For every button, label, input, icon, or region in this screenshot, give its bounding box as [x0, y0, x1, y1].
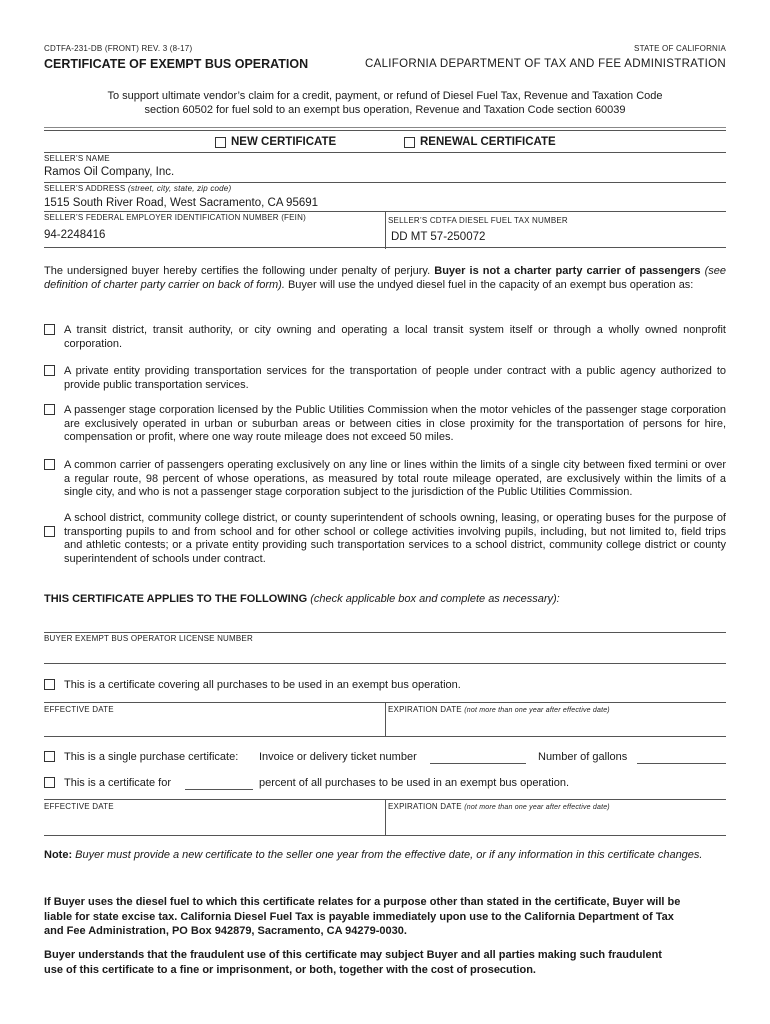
certification-bold: Buyer is not a charter party carrier of passengers	[434, 265, 701, 277]
liability-line-2: liable for state excise tax. California Diesel Fuel Tax is payable immediately upon use to the California Department of Tax	[44, 910, 674, 923]
divider	[44, 152, 726, 153]
all-purchases-checkbox[interactable]	[44, 679, 55, 690]
license-label: BUYER EXEMPT BUS OPERATOR LICENSE NUMBER	[44, 634, 253, 643]
intro-line-1: To support ultimate vendor’s claim for a credit, payment, or refund of Diesel Fuel Tax, Revenue and Taxation Code	[107, 90, 663, 102]
certification-italic: (see definition of charter party carrier on back of form).	[44, 265, 726, 291]
permit-value[interactable]: DD MT 57-250072	[391, 231, 486, 243]
expiration-date-label-text: EXPIRATION DATE	[388, 705, 462, 714]
field-line	[44, 835, 726, 836]
certification-lead: The undersigned buyer hereby certifies the following under penalty of perjury.	[44, 265, 431, 277]
field-line	[44, 182, 726, 183]
expiration-date-hint: (not more than one year after effective date)	[464, 707, 610, 714]
divider	[44, 130, 726, 131]
option-checkbox-passenger-stage[interactable]	[44, 404, 55, 415]
divider	[44, 127, 726, 128]
field-line	[44, 736, 726, 737]
invoice-number-input[interactable]	[430, 763, 526, 764]
state-label: STATE OF CALIFORNIA	[634, 44, 726, 53]
liability-line-1: If Buyer uses the diesel fuel to which this certificate relates for a purpose other than stated in the certificate, Buyer will be	[44, 896, 681, 908]
field-divider	[385, 799, 386, 835]
option-checkbox-common-carrier[interactable]	[44, 459, 55, 470]
option-passenger-stage: A passenger stage corporation licensed by the Public Utilities Commission when the motor vehicles of the passenger stage corporation are exclusively operated in urban or suburban areas or between cities in close proximity for the transportation of persons for hire, compensation or profit, where one way route mileage does not exceed 50 miles.	[64, 404, 726, 443]
liability-line-3: and Fee Administration, PO Box 942879, Sacramento, CA 94279-0030.	[44, 925, 407, 937]
fraud-paragraph	[44, 948, 726, 977]
applies-heading-text: THIS CERTIFICATE APPLIES TO THE FOLLOWING	[44, 593, 308, 605]
invoice-label: Invoice or delivery ticket number	[259, 751, 417, 763]
certification-tail: Buyer will use the undyed diesel fuel in the capacity of an exempt bus operation as:	[287, 279, 694, 291]
seller-address-label-text: SELLER’S ADDRESS	[44, 184, 126, 193]
fein-label: SELLER’S FEDERAL EMPLOYER IDENTIFICATION NUMBER (FEIN)	[44, 213, 306, 222]
effective-date-label-2: EFFECTIVE DATE	[44, 802, 114, 811]
field-line	[44, 663, 726, 664]
expiration-date-label-2	[388, 802, 610, 811]
percent-checkbox[interactable]	[44, 777, 55, 788]
option-school-district: A school district, community college district, or county superintendent of schools owning, leasing, or operating buses for the purpose of transporting pupils to and from school and for other school or college activities involving pupils, including, but not limited to, field trips and athletic contests; or a private entity providing such transportation services to a school district, community college district or county superintendent of schools under contract.	[64, 512, 726, 565]
field-divider	[385, 211, 386, 249]
option-private-entity: A private entity providing transportation services for the transportation of people under contract with a public agency authorized to provide public transportation services.	[64, 365, 726, 391]
permit-label: SELLER’S CDTFA DIESEL FUEL TAX NUMBER	[388, 216, 568, 225]
intro-text	[44, 89, 726, 117]
liability-paragraph	[44, 895, 726, 939]
renewal-certificate-label: RENEWAL CERTIFICATE	[420, 136, 556, 148]
certification-paragraph	[44, 264, 726, 292]
single-purchase-text: This is a single purchase certificate:	[64, 751, 239, 763]
percent-input[interactable]	[185, 789, 253, 790]
note-label: Note:	[44, 849, 73, 861]
percent-tail-text: percent of all purchases to be used in an exempt bus operation.	[259, 777, 570, 789]
effective-date-input[interactable]	[44, 716, 384, 734]
expiration-date-label	[388, 705, 610, 714]
option-transit: A transit district, transit authority, or city owning and operating a local transit system itself or through a wholly owned nonprofit corporation.	[64, 324, 726, 350]
seller-name-value[interactable]: Ramos Oil Company, Inc.	[44, 166, 175, 178]
new-certificate-label: NEW CERTIFICATE	[231, 136, 337, 148]
option-common-carrier: A common carrier of passengers operating exclusively on any line or lines within the limits of a single city between fixed termini or over a regular route, 98 percent of whose operations, as measured by total route mileage operated, are exclusively within the limits of a single city, and who is not a passenger stage corporation subject to the jurisdiction of the Public Utilities Commission.	[64, 459, 726, 498]
license-input[interactable]	[44, 646, 726, 662]
seller-address-hint: (street, city, state, zip code)	[127, 184, 232, 193]
option-checkbox-private-entity[interactable]	[44, 365, 55, 376]
fraud-line-2: use of this certificate to a fine or imprisonment, or both, together with the cost of prosecution.	[44, 963, 536, 976]
seller-address-value[interactable]: 1515 South River Road, West Sacramento, CA 95691	[44, 197, 319, 209]
note-text: Buyer must provide a new certificate to the seller one year from the effective date, or if any information in this certificate changes.	[75, 849, 703, 861]
fraud-line-1: Buyer understands that the fraudulent use of this certificate may subject Buyer and all parties making such fraudulent	[44, 949, 662, 961]
new-certificate-checkbox[interactable]	[215, 137, 226, 148]
expiration-date-input[interactable]	[388, 716, 726, 734]
form-id: CDTFA-231-DB (FRONT) REV. 3 (8-17)	[44, 44, 193, 53]
applies-heading-hint: (check applicable box and complete as necessary):	[310, 593, 560, 605]
agency-name: CALIFORNIA DEPARTMENT OF TAX AND FEE ADMINISTRATION	[365, 58, 726, 70]
percent-lead-text: This is a certificate for	[64, 777, 171, 789]
field-line	[44, 247, 726, 248]
seller-name-label: SELLER’S NAME	[44, 154, 110, 163]
expiration-date-input-2[interactable]	[388, 813, 726, 833]
seller-address-label	[44, 184, 231, 193]
expiration-date-label-text-2: EXPIRATION DATE	[388, 802, 462, 811]
gallons-input[interactable]	[637, 763, 726, 764]
applies-heading	[44, 593, 560, 605]
renewal-certificate-checkbox[interactable]	[404, 137, 415, 148]
option-checkbox-transit[interactable]	[44, 324, 55, 335]
option-checkbox-school-district[interactable]	[44, 526, 55, 537]
expiration-date-hint-2: (not more than one year after effective date)	[464, 804, 610, 811]
fein-value[interactable]: 94-2248416	[44, 229, 106, 241]
form-title: CERTIFICATE OF EXEMPT BUS OPERATION	[44, 57, 309, 71]
intro-line-2: section 60502 for fuel sold to an exempt bus operation, Revenue and Taxation Code section 60039	[144, 104, 626, 116]
note-paragraph	[44, 848, 726, 862]
gallons-label: Number of gallons	[538, 751, 628, 763]
all-purchases-text: This is a certificate covering all purchases to be used in an exempt bus operation.	[64, 679, 461, 691]
field-line	[44, 632, 726, 633]
effective-date-input-2[interactable]	[44, 813, 384, 833]
field-divider	[385, 702, 386, 736]
effective-date-label: EFFECTIVE DATE	[44, 705, 114, 714]
single-purchase-checkbox[interactable]	[44, 751, 55, 762]
